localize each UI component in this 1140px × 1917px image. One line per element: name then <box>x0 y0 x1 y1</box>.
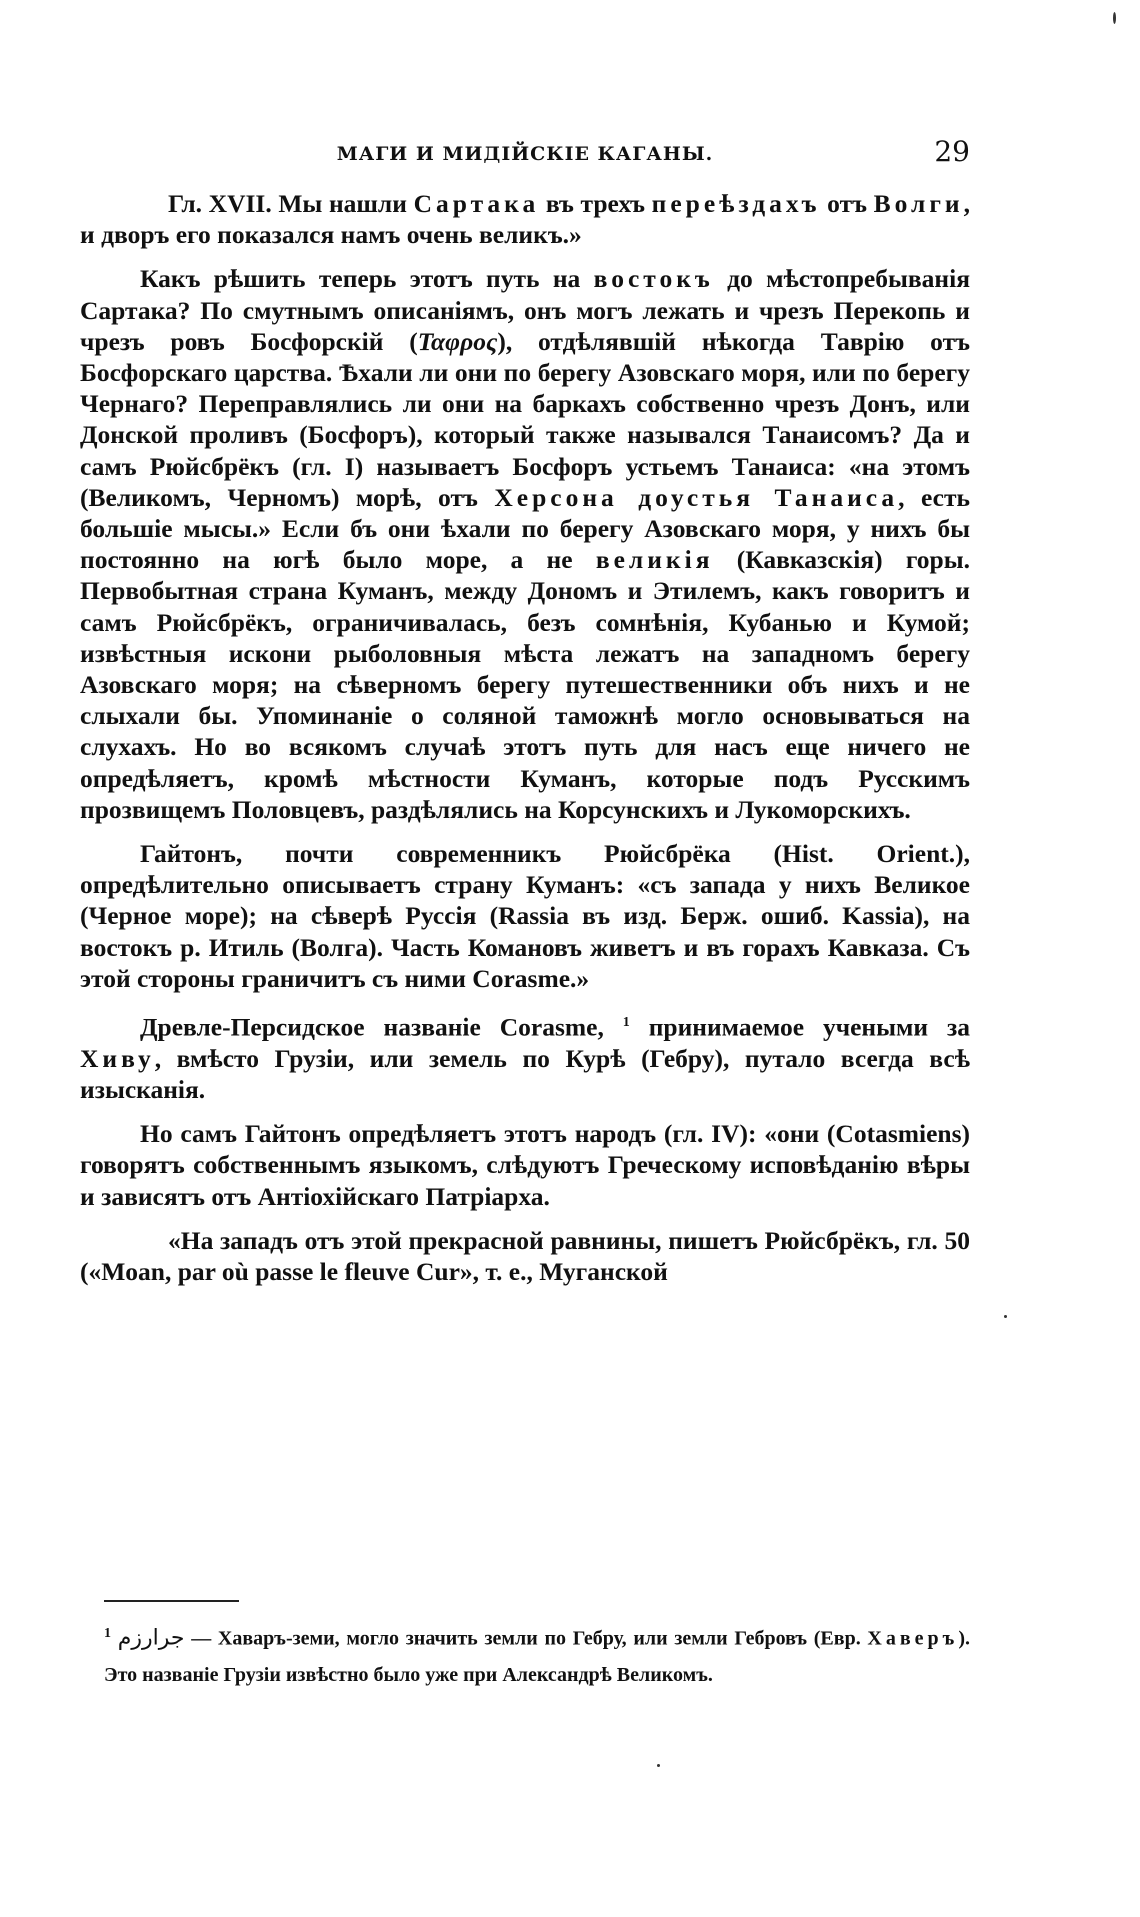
text-run: отъ <box>820 189 874 218</box>
text-run: , и дворъ его показался намъ очень великъ.» <box>80 189 970 250</box>
footnote-reference: 1 <box>622 1015 630 1031</box>
footnote <box>104 1616 970 1693</box>
text-run: ). Это названіе Грузіи извѣстно было уже при Александрѣ Великомъ. <box>104 1627 970 1686</box>
text-run: — Хаваръ-земи, могло значить земли по Гебру, или земли Гебровъ (Евр. <box>184 1627 868 1650</box>
paragraph-route <box>80 263 970 825</box>
paragraph-quote-ruysbroek: «На западъ отъ этой прекрасной равнины, пишетъ Рюйсбрёкъ, гл. 50 («Moan, par où passe le fleuve Cur», т. е., Муганской <box>80 1225 970 1286</box>
text-run: , есть большіе мысы.» Если бъ они ѣхали по берегу Азовскаго моря, у нихъ бы постоянно на югѣ было море, а не <box>80 482 970 575</box>
footnote-mark: 1 <box>104 1626 111 1641</box>
text-run: въ трехъ <box>539 189 652 218</box>
scan-speck <box>1004 1315 1007 1318</box>
text-run: Какъ рѣшить теперь этотъ путь на <box>140 264 594 294</box>
text-run: принимаемое учеными за <box>629 1012 970 1042</box>
text-run: (Кавказскія) горы. Первобытная страна Куманъ, между Дономъ и Этилемъ, какъ говоритъ и самъ Рюйсбрёкъ, ограничивалась, безъ сомнѣнія, Кубанью и Кумой; извѣстныя искони рыболовныя мѣста лежатъ на западномъ берегу Азовскаго моря; на сѣверномъ берегу путешественники объ нихъ и не слыхали бы. Упоминаніе о соляной таможнѣ могло основываться на слухахъ. Но во всякомъ случаѣ этотъ путь для насъ еще ничего не опредѣляетъ, кромѣ мѣстности Куманъ, которые подъ Русскимъ прозвищемъ Половцевъ, раздѣлялись на Корсунскихъ и Лукоморскихъ. <box>80 545 971 824</box>
page-number: 29 <box>934 135 970 168</box>
text-run-spaced: Волги <box>873 189 964 218</box>
text-run-spaced: Хаверъ <box>867 1627 959 1650</box>
text-run: , вмѣсто Грузіи, или земель по Курѣ (Гебру), путало всегда всѣ изысканія. <box>80 1043 970 1104</box>
text-run-spaced: востокъ <box>593 264 714 294</box>
text-run-spaced: переѣздахъ <box>651 189 821 218</box>
text-run-spaced: Херсона доустья Танаиса <box>494 482 899 512</box>
paragraph-corasme <box>80 1007 970 1105</box>
text-run-spaced: Сартака <box>413 189 540 218</box>
text-run: ), отдѣлявшій нѣкогда Таврію отъ Босфорскаго царства. Ѣхали ли они по берегу Азовскаго моря, или по берегу Чернаго? Переправлялись ли они на баркахъ собственно чрезъ Донъ, или Донской проливъ (Босфоръ), который также назывался Танаисомъ? Да и самъ Рюйсбрёкъ (гл. I) называетъ Босфоръ устьемъ Танаиса: «на этомъ (Великомъ, Черномъ) морѣ, отъ <box>80 326 970 512</box>
paragraph-hayton: Гайтонъ, почти современникъ Рюйсбрёка (Hist. Orient.), опредѣлительно описываетъ страну Куманъ: «съ запада у нихъ Великое (Черное море); на сѣверѣ Руссія (Rassia въ изд. Берж. ошиб. Kassia), на востокъ р. Итиль (Волга). Часть Комановъ живетъ и въ горахъ Кавказа. Съ этой стороны граничитъ съ ними Corasme.» <box>80 839 970 993</box>
text-run: Древле-Персидское названіе Corasme, <box>140 1012 623 1042</box>
arabic-term: جرارزم <box>117 1625 185 1651</box>
text-run-spaced: Хиву <box>80 1043 155 1073</box>
footnote-divider <box>104 1600 239 1602</box>
body-text <box>80 188 970 1300</box>
text-run: до мѣстопребыванія Сартака? По смутнымъ описаніямъ, онъ могъ лежать и чрезъ Перекопь и чрезъ ровъ Босфорскій ( <box>80 264 970 356</box>
text-run-spaced: великія <box>595 545 714 575</box>
paragraph-cotasmiens: Но самъ Гайтонъ опредѣляетъ этотъ народъ (гл. IV): «они (Cotasmiens) говорятъ собственнымъ языкомъ, слѣдуютъ Греческому исповѣданію вѣры и зависятъ отъ Антіохійскаго Патріарха. <box>80 1119 970 1211</box>
running-title: МАГИ И МИДІЙСКІЕ КАГАНЫ. <box>336 143 714 165</box>
paragraph-quote-sartak <box>80 188 970 250</box>
scan-speck <box>657 1764 660 1767</box>
scan-speck <box>1113 12 1116 24</box>
page-header <box>80 135 970 175</box>
text-run: Гл. XVII. Мы нашли <box>168 189 414 218</box>
greek-term: Ταφρος <box>417 326 498 356</box>
